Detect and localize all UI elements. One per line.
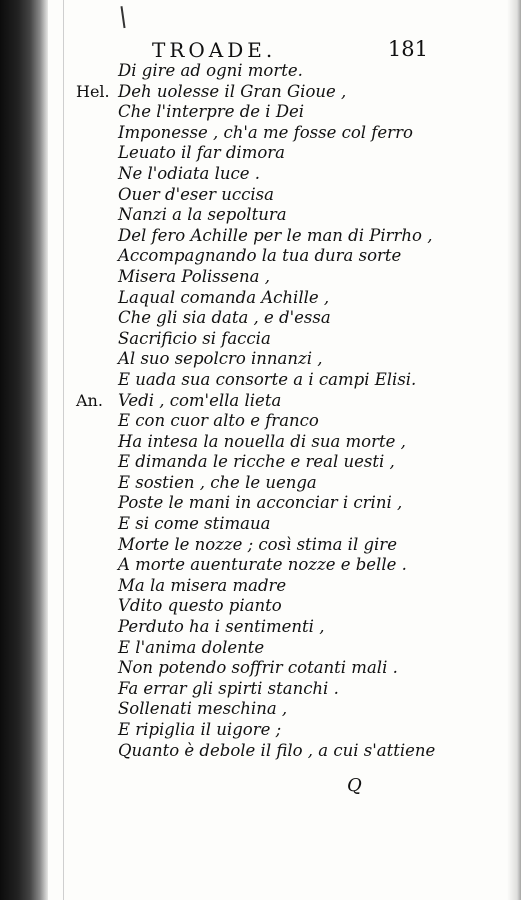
verse-text-line: E sostien , che le uenga [118, 472, 317, 492]
verse-line [0, 391, 521, 412]
verse-text [0, 61, 521, 761]
verse-line [0, 226, 521, 247]
verse-text-line: Sollenati meschina , [118, 699, 288, 719]
verse-line [0, 596, 521, 617]
verse-text-line: Vedi , com'ella lieta [118, 390, 282, 410]
verse-text-line: E l'anima dolente [118, 637, 265, 657]
verse-line [0, 164, 521, 185]
verse-line [0, 514, 521, 535]
verse-line [0, 61, 521, 82]
verse-line [0, 246, 521, 267]
verse-text-line: Fa errar gli spirti stanchi . [118, 678, 339, 698]
verse-line [0, 473, 521, 494]
verse-text-line: Misera Polissena , [118, 266, 270, 286]
verse-line [0, 329, 521, 350]
verse-text-line: E si come stimaua [118, 514, 271, 534]
verse-line [0, 617, 521, 638]
verse-line [0, 205, 521, 226]
verse-text-line: Deh uolesse il Gran Gioue , [118, 81, 347, 101]
verse-line [0, 349, 521, 370]
verse-text-line: Non potendo soffrir cotanti mali . [118, 658, 398, 678]
verse-line [0, 493, 521, 514]
verse-text-line: Del fero Achille per le man di Pirrho , [118, 225, 433, 245]
verse-line [0, 288, 521, 309]
verse-line [0, 741, 521, 762]
verse-text-line: Che gli sia data , e d'essa [118, 308, 331, 328]
verse-line [0, 82, 521, 103]
verse-text-line: Accompagnando la tua dura sorte [118, 246, 402, 266]
verse-text-line: Ouer d'eser uccisa [118, 184, 274, 204]
verse-line [0, 679, 521, 700]
speaker-label: Hel. [76, 81, 110, 101]
verse-text-line: Sacrificio si faccia [118, 328, 271, 348]
verse-line [0, 123, 521, 144]
verse-line [0, 185, 521, 206]
verse-text-line: E con cuor alto e franco [118, 411, 319, 431]
page-number: 181 [387, 37, 428, 61]
catchword: Q [347, 775, 362, 796]
verse-text-line: Ne l'odiata luce . [118, 163, 260, 183]
verse-text-line: Vdito questo pianto [118, 596, 282, 616]
verse-text-line: Nanzi a la sepoltura [118, 205, 287, 225]
verse-text-line: Leuato il far dimora [118, 143, 286, 163]
verse-text-line: Perduto ha i sentimenti , [118, 617, 325, 637]
verse-text-line: Ha intesa la nouella di sua morte , [118, 431, 406, 451]
verse-text-line: Che l'interpre de i Dei [118, 102, 305, 122]
verse-text-line: A morte auenturate nozze e belle . [118, 555, 407, 575]
verse-text-line: Al suo sepolcro innanzi , [118, 349, 323, 369]
verse-line [0, 370, 521, 391]
verse-text-line: E uada sua consorte a i campi Elisi. [118, 369, 417, 389]
ink-mark [120, 6, 127, 28]
running-title: TROADE. [152, 38, 277, 62]
verse-line [0, 720, 521, 741]
verse-text-line: E ripiglia il uigore ; [118, 720, 282, 739]
verse-line [0, 308, 521, 329]
verse-text-line: Ma la misera madre [118, 575, 287, 595]
verse-line [0, 143, 521, 164]
verse-text-line: Morte le nozze ; così stima il gire [118, 534, 397, 554]
verse-line [0, 555, 521, 576]
verse-line [0, 267, 521, 288]
verse-line [0, 658, 521, 679]
verse-text-line: Di gire ad ogni morte. [118, 61, 303, 80]
verse-line [0, 699, 521, 720]
verse-text-line: Imponesse , ch'a me fosse col ferro [118, 122, 413, 142]
verse-text-line: Quanto è debole il filo , a cui s'attiene [118, 740, 436, 760]
verse-line [0, 102, 521, 123]
verse-line [0, 411, 521, 432]
verse-text-line: Poste le mani in acconciar i crini , [118, 493, 403, 513]
verse-line [0, 576, 521, 597]
verse-text-line: Laqual comanda Achille , [118, 287, 330, 307]
verse-text-line: E dimanda le ricche e real uesti , [118, 452, 395, 472]
speaker-label: An. [76, 390, 103, 410]
verse-line [0, 432, 521, 453]
verse-line [0, 638, 521, 659]
verse-line [0, 535, 521, 556]
verse-line [0, 452, 521, 473]
